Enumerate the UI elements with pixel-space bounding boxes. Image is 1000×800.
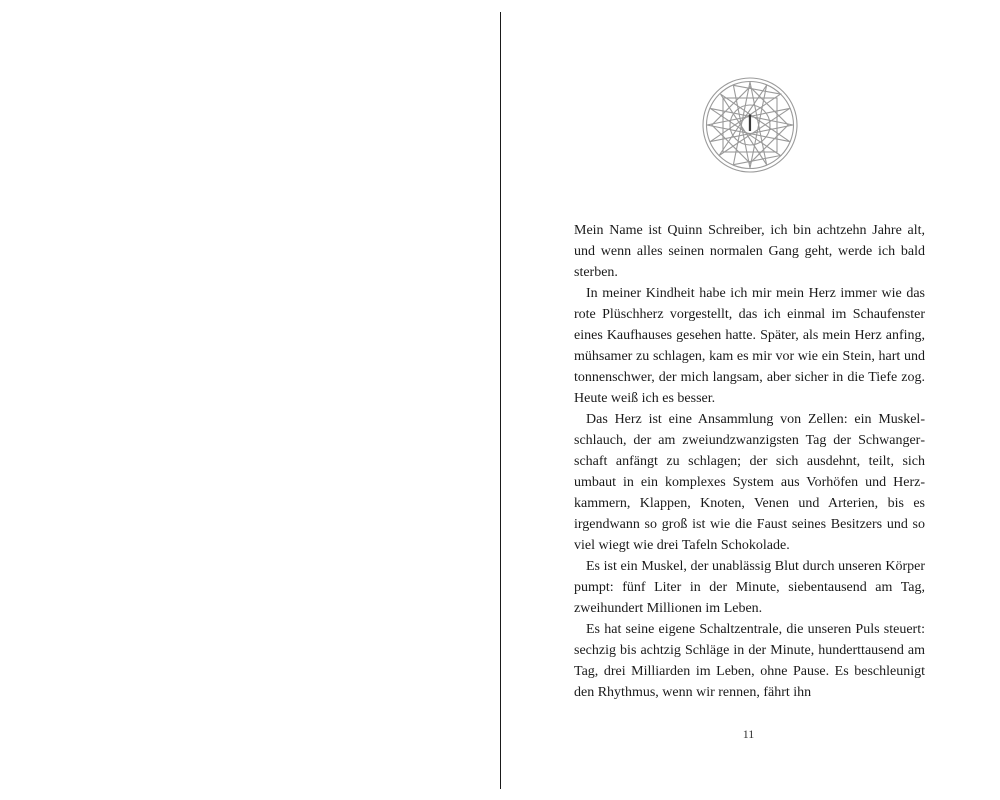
body-text (574, 220, 925, 703)
chapter-ornament (701, 76, 799, 174)
paragraph: Mein Name ist Quinn Schreiber, ich bin achtzehn Jahre alt, und wenn alles seinen normalen Gang geht, werde ich bald sterben. (574, 223, 925, 280)
paragraph: Es ist ein Muskel, der unablässig Blut durch unseren Körper pumpt: fünf Liter in der Minute, siebentausend am Tag, zweihundert Millionen im Leben. (574, 559, 925, 616)
paragraph: In meiner Kindheit habe ich mir mein Herz immer wie das rote Plüschherz vorgestellt, das ich einmal im Schaufenster eines Kaufhauses gesehen hatte. Später, als mein Herz anfing, mühsamer zu schlagen, kam es mir vor wie ein Stein, hart und tonnenschwer, der mich langsam, aber sicher in die Tiefe zog. Heute weiß ich es besser. (574, 286, 925, 406)
paragraph: Das Herz ist eine Ansammlung von Zellen: ein Muskelschlauch, der am zweiundzwanzigsten Tag der Schwangerschaft anfängt zu schlagen; der sich ausdehnt, teilt, sich umbaut in ein komplexes System aus Vorhöfen und Herzkammern, Klappen, Knoten, Venen und Arterien, bis es irgendwann so groß ist wie die Faust seines Besitzers und so viel wiegt wie drei Tafeln Schokolade. (574, 412, 925, 553)
chapter-number: I (746, 110, 754, 137)
paragraph: Es hat seine eigene Schaltzentrale, die unseren Puls steuert: sechzig bis achtzig Schläge in der Minute, hunderttausend am Tag, drei Milliarden im Leben, ohne Pause. Es beschleunigt den Rhythmus, wenn wir rennen, fährt ihn (574, 622, 925, 700)
right-page (501, 0, 1000, 800)
page-number-text: 11 (742, 727, 755, 741)
page-number (501, 727, 1000, 742)
